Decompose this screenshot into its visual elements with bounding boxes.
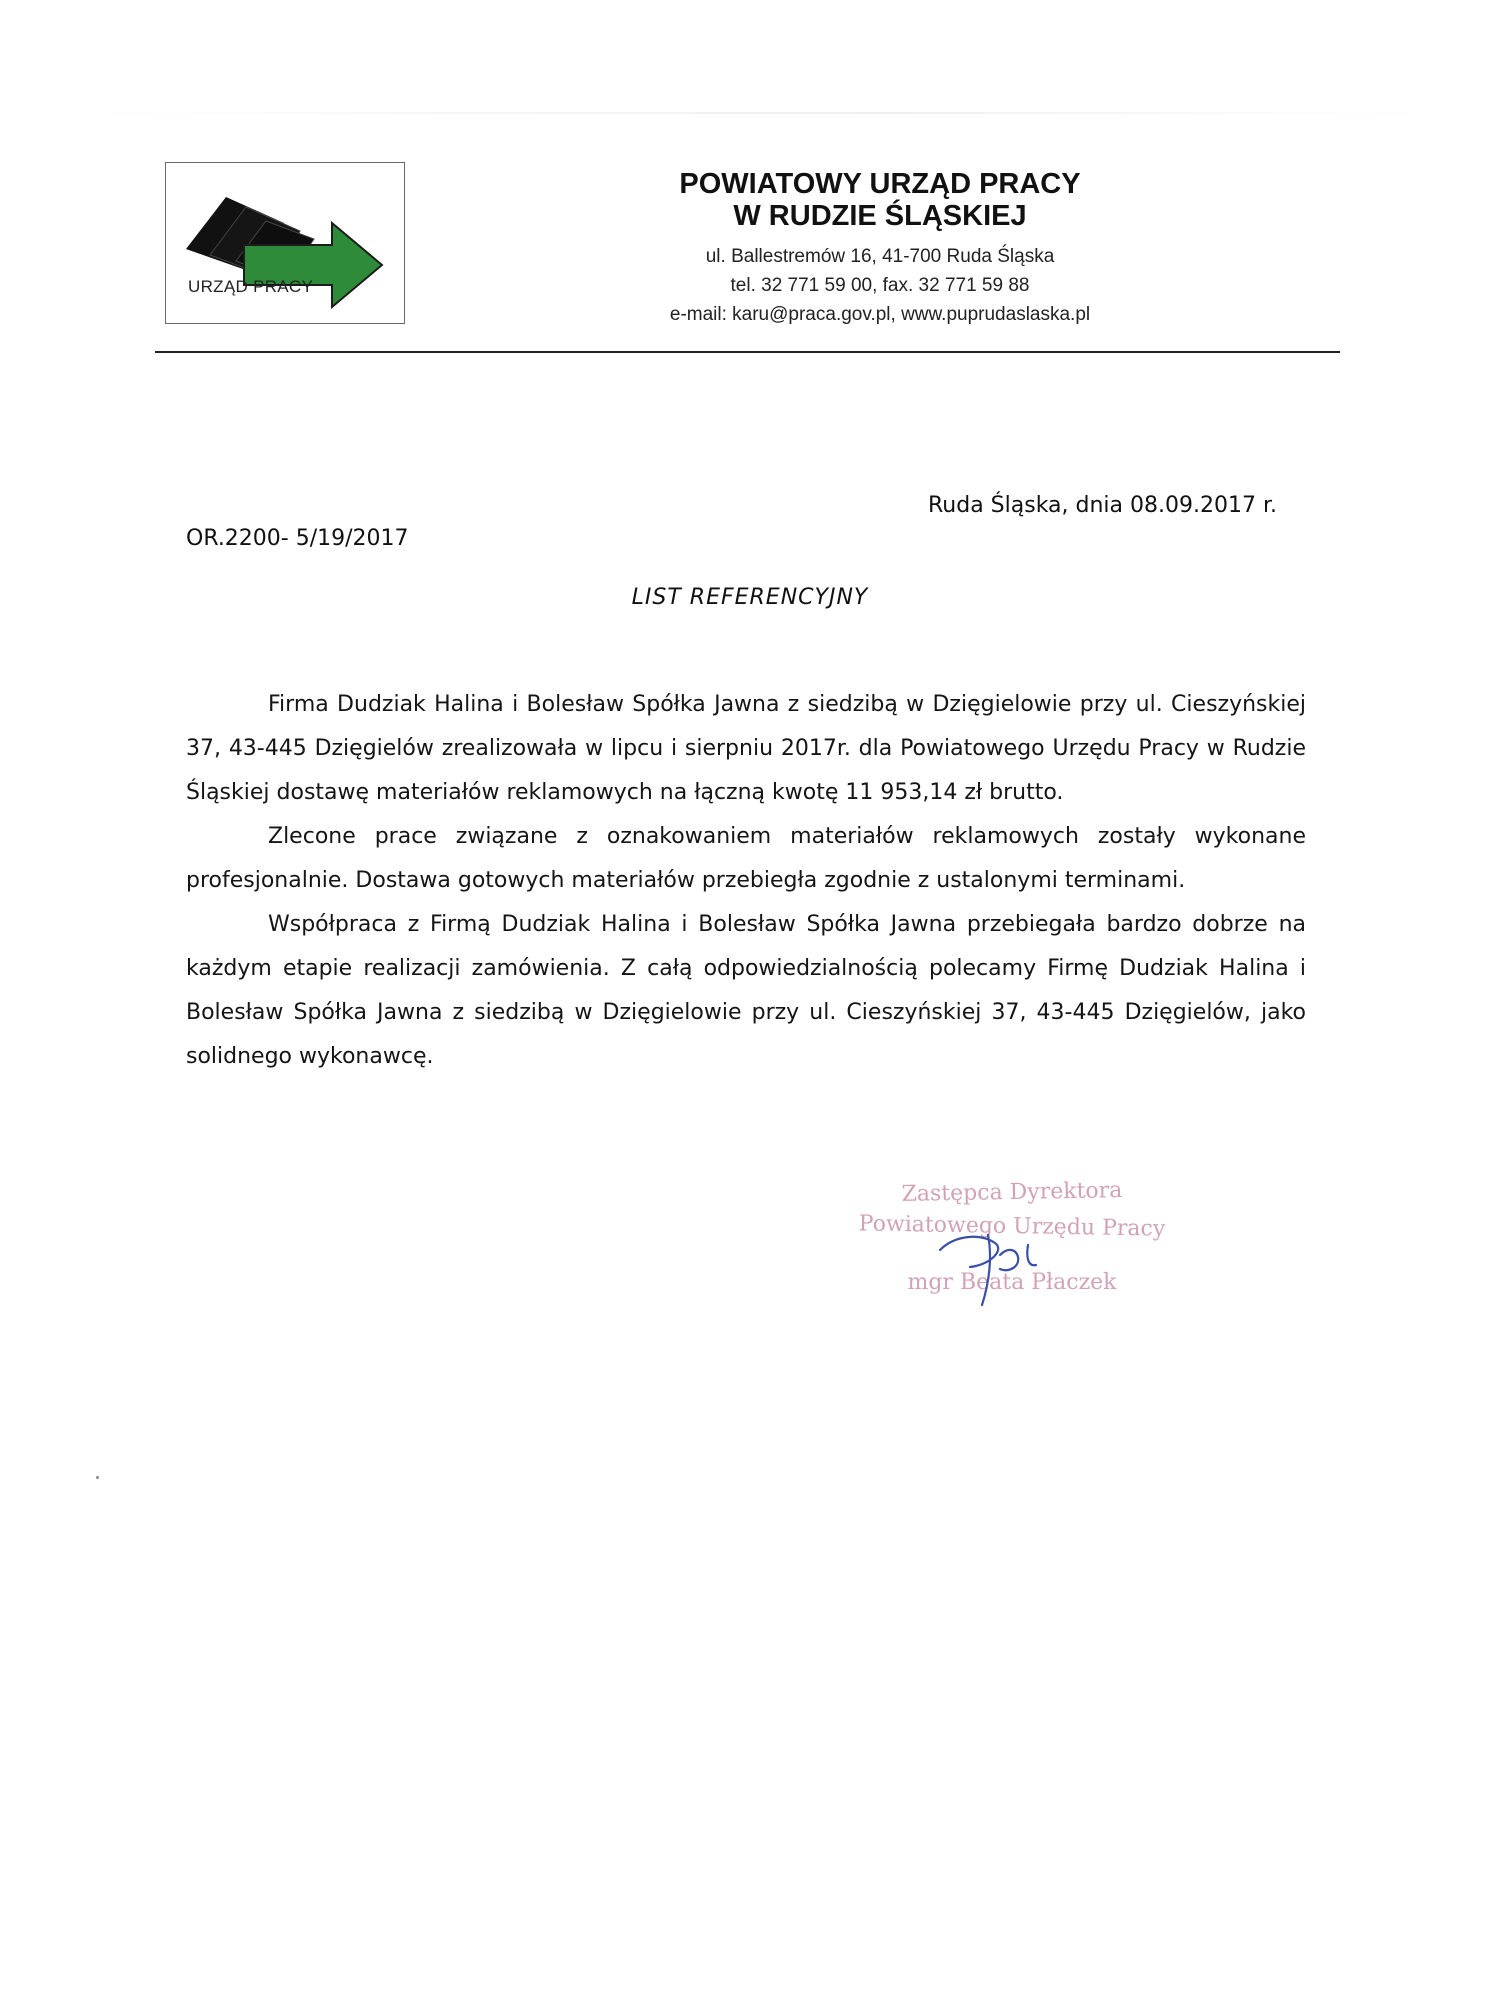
- letter-title: [0, 585, 1500, 610]
- letter-title-text: LIST REFERENCYJNY: [631, 585, 869, 610]
- handwritten-signature: [900, 1195, 1120, 1315]
- org-phone-fax: tel. 32 771 59 00, fax. 32 771 59 88: [730, 275, 1030, 296]
- org-name-line1: POWIATOWY URZĄD PRACY: [679, 168, 1081, 200]
- header-divider: [155, 351, 1340, 353]
- logo-text: URZĄD PRACY: [188, 277, 314, 296]
- organization-header: [560, 168, 1200, 329]
- letter-body: [186, 683, 1306, 1079]
- stamp-line2: Powiatowego Urzędu Pracy: [858, 1211, 1166, 1242]
- signature-stroke: [940, 1235, 1036, 1305]
- stamp-line3: mgr Beata Płaczek: [907, 1270, 1117, 1295]
- paragraph-1: Firma Dudziak Halina i Bolesław Spółka Jawna z siedzibą w Dzięgielowie przy ul. Cieszyńskiej 37, 43-445 Dzięgielów zrealizowała w lipcu i sierpniu 2017r. dla Powiatowego Urzędu Pracy w Rudzie Śląskiej dostawę materiałów reklamowych na łączną kwotę 11 953,14 zł brutto.: [186, 692, 1306, 805]
- scan-speck: [96, 1476, 99, 1479]
- org-email-www: e-mail: karu@praca.gov.pl, www.puprudaslaska.pl: [669, 304, 1091, 325]
- org-name-line2: W RUDZIE ŚLĄSKIEJ: [733, 200, 1027, 232]
- paragraph-3: Współpraca z Firmą Dudziak Halina i Bolesław Spółka Jawna przebiegała bardzo dobrze na każdym etapie realizacji zamówienia. Z całą odpowiedzialnością polecamy Firmę Dudziak Halina i Bolesław Spółka Jawna z siedzibą w Dzięgielowie przy ul. Cieszyńskiej 37, 43-445 Dzięgielów, jako solidnego wykonawcę.: [186, 912, 1306, 1069]
- logo: [165, 162, 405, 324]
- org-address: ul. Ballestremów 16, 41-700 Ruda Śląska: [705, 246, 1055, 267]
- logo-graphic-icon: [166, 163, 406, 325]
- place-date: Ruda Śląska, dnia 08.09.2017 r.: [928, 493, 1277, 518]
- paragraph-2: Zlecone prace związane z oznakowaniem materiałów reklamowych zostały wykonane profesjonalnie. Dostawa gotowych materiałów przebiegła zgodnie z ustalonymi terminami.: [186, 824, 1306, 893]
- stamp-line1: Zastępca Dyrektora: [901, 1178, 1123, 1207]
- reference-number: OR.2200- 5/19/2017: [186, 526, 409, 551]
- scan-edge-shadow: [90, 112, 1430, 114]
